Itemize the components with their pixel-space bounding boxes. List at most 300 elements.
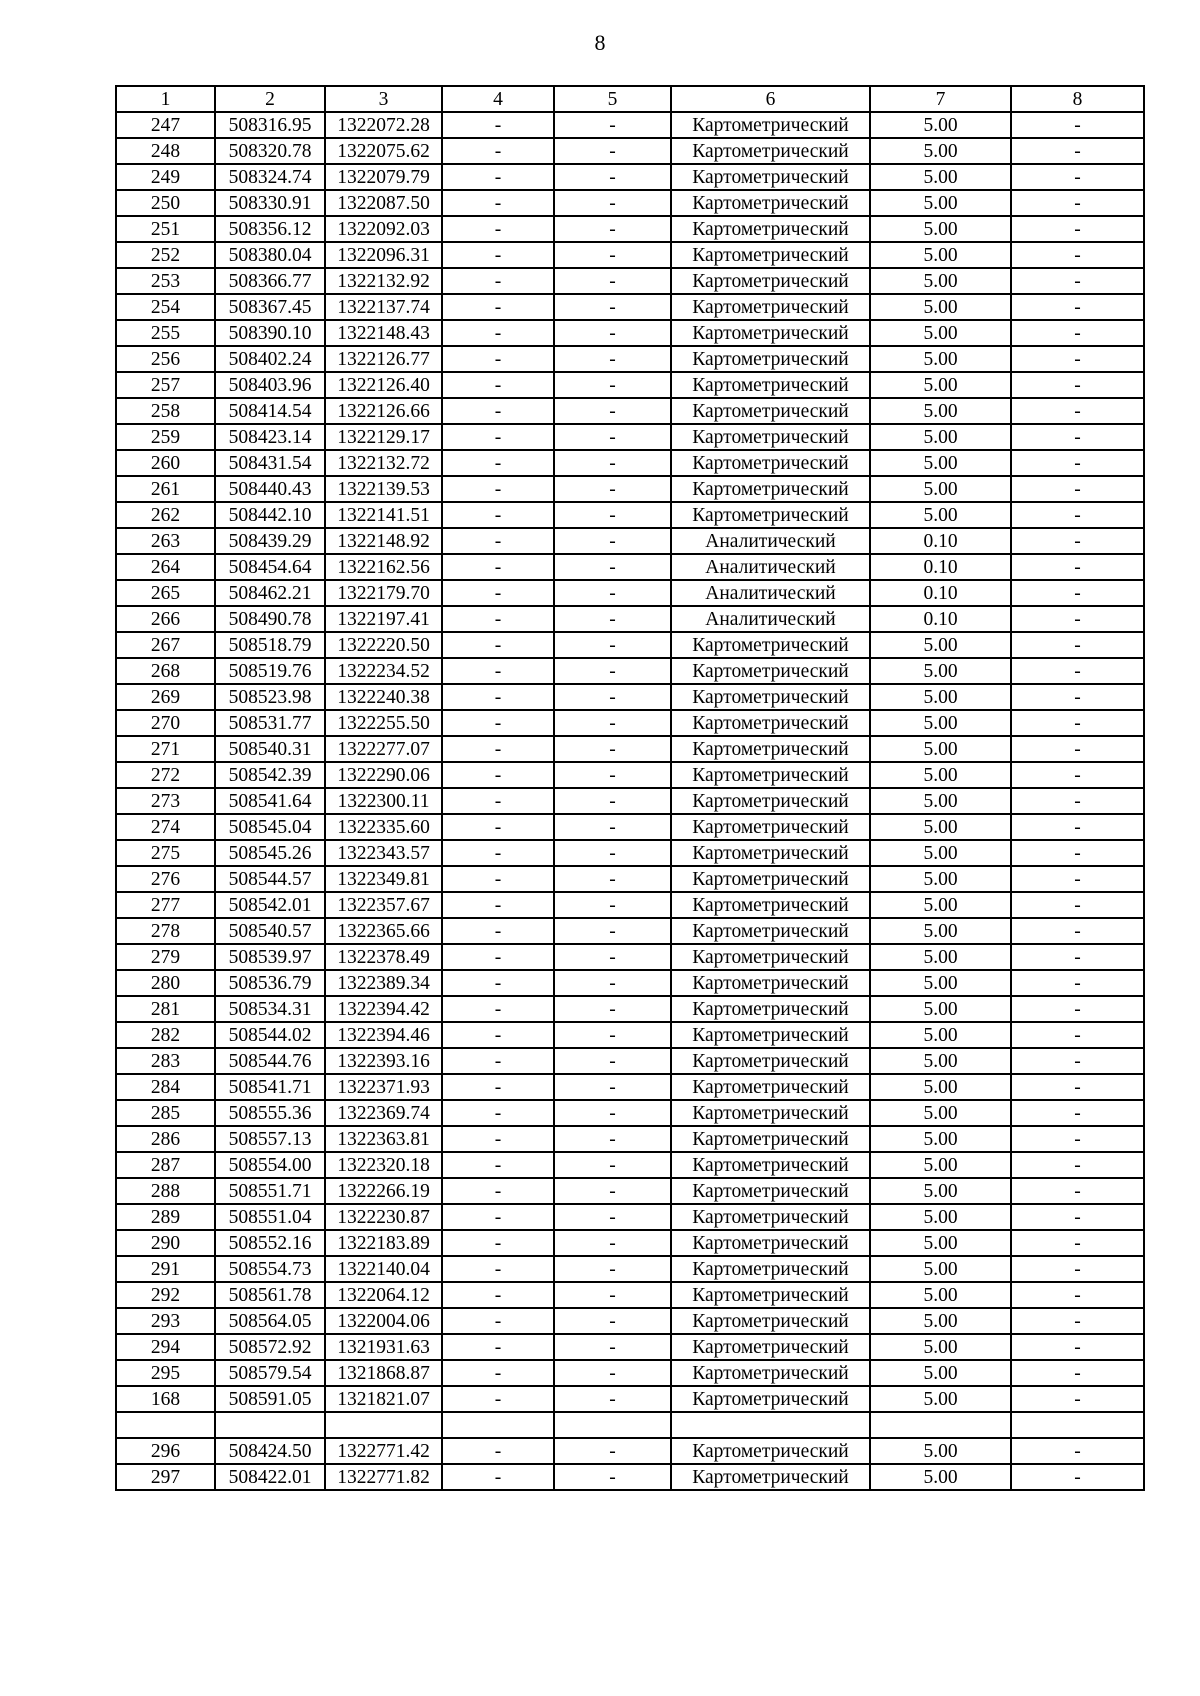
col4-cell: -	[442, 164, 554, 190]
col4-cell: -	[442, 1204, 554, 1230]
table-row	[116, 1126, 1144, 1152]
col5-cell: -	[554, 814, 671, 840]
point-number-cell: 260	[116, 450, 215, 476]
method-cell: Аналитический	[671, 554, 870, 580]
table-row	[116, 554, 1144, 580]
col4-cell: -	[442, 1100, 554, 1126]
col4-cell: -	[442, 1308, 554, 1334]
precision-cell: 5.00	[870, 1048, 1011, 1074]
method-cell: Картометрический	[671, 372, 870, 398]
x-coordinate-cell: 508424.50	[215, 1438, 325, 1464]
table-row	[116, 970, 1144, 996]
table-row	[116, 762, 1144, 788]
y-coordinate-cell: 1322139.53	[325, 476, 442, 502]
point-number-cell	[116, 1412, 215, 1438]
y-coordinate-cell: 1322179.70	[325, 580, 442, 606]
point-number-cell: 258	[116, 398, 215, 424]
header-cell-7: 7	[870, 86, 1011, 112]
col8-cell: -	[1011, 112, 1144, 138]
point-number-cell: 279	[116, 944, 215, 970]
table-row	[116, 528, 1144, 554]
col8-cell: -	[1011, 294, 1144, 320]
y-coordinate-cell: 1322363.81	[325, 1126, 442, 1152]
col8-cell: -	[1011, 164, 1144, 190]
precision-cell: 5.00	[870, 268, 1011, 294]
x-coordinate-cell: 508439.29	[215, 528, 325, 554]
col5-cell: -	[554, 580, 671, 606]
precision-cell: 5.00	[870, 762, 1011, 788]
table-row	[116, 1178, 1144, 1204]
col5-cell: -	[554, 710, 671, 736]
col4-cell: -	[442, 632, 554, 658]
col4-cell: -	[442, 658, 554, 684]
point-number-cell: 277	[116, 892, 215, 918]
method-cell: Картометрический	[671, 216, 870, 242]
precision-cell: 5.00	[870, 918, 1011, 944]
precision-cell: 5.00	[870, 216, 1011, 242]
y-coordinate-cell: 1322079.79	[325, 164, 442, 190]
x-coordinate-cell: 508531.77	[215, 710, 325, 736]
x-coordinate-cell: 508541.64	[215, 788, 325, 814]
point-number-cell: 265	[116, 580, 215, 606]
col4-cell: -	[442, 1464, 554, 1490]
col4-cell: -	[442, 1230, 554, 1256]
table-row	[116, 1334, 1144, 1360]
x-coordinate-cell: 508519.76	[215, 658, 325, 684]
x-coordinate-cell: 508539.97	[215, 944, 325, 970]
x-coordinate-cell: 508330.91	[215, 190, 325, 216]
y-coordinate-cell: 1322389.34	[325, 970, 442, 996]
table-row	[116, 1360, 1144, 1386]
x-coordinate-cell: 508390.10	[215, 320, 325, 346]
col4-cell: -	[442, 580, 554, 606]
precision-cell: 5.00	[870, 788, 1011, 814]
point-number-cell: 270	[116, 710, 215, 736]
y-coordinate-cell: 1322234.52	[325, 658, 442, 684]
method-cell: Картометрический	[671, 866, 870, 892]
point-number-cell: 282	[116, 1022, 215, 1048]
method-cell: Картометрический	[671, 996, 870, 1022]
method-cell	[671, 1412, 870, 1438]
method-cell: Картометрический	[671, 190, 870, 216]
point-number-cell: 297	[116, 1464, 215, 1490]
y-coordinate-cell: 1322255.50	[325, 710, 442, 736]
col5-cell: -	[554, 346, 671, 372]
table-row	[116, 1048, 1144, 1074]
col5-cell: -	[554, 1178, 671, 1204]
precision-cell: 5.00	[870, 1334, 1011, 1360]
col5-cell: -	[554, 1256, 671, 1282]
col5-cell: -	[554, 866, 671, 892]
table-row	[116, 424, 1144, 450]
col5-cell: -	[554, 1230, 671, 1256]
col8-cell: -	[1011, 372, 1144, 398]
precision-cell: 0.10	[870, 554, 1011, 580]
col8-cell: -	[1011, 424, 1144, 450]
header-cell-8: 8	[1011, 86, 1144, 112]
precision-cell: 5.00	[870, 164, 1011, 190]
col8-cell: -	[1011, 190, 1144, 216]
col8-cell: -	[1011, 1230, 1144, 1256]
y-coordinate-cell: 1322197.41	[325, 606, 442, 632]
precision-cell: 5.00	[870, 632, 1011, 658]
method-cell: Картометрический	[671, 476, 870, 502]
x-coordinate-cell: 508542.39	[215, 762, 325, 788]
col4-cell: -	[442, 1334, 554, 1360]
col5-cell: -	[554, 268, 671, 294]
y-coordinate-cell: 1322132.92	[325, 268, 442, 294]
x-coordinate-cell: 508540.57	[215, 918, 325, 944]
col4-cell	[442, 1412, 554, 1438]
col8-cell: -	[1011, 1438, 1144, 1464]
col8-cell: -	[1011, 788, 1144, 814]
col5-cell: -	[554, 320, 671, 346]
table-row	[116, 372, 1144, 398]
col5-cell: -	[554, 606, 671, 632]
table-row	[116, 788, 1144, 814]
point-number-cell: 289	[116, 1204, 215, 1230]
x-coordinate-cell: 508564.05	[215, 1308, 325, 1334]
y-coordinate-cell: 1322393.16	[325, 1048, 442, 1074]
col5-cell: -	[554, 554, 671, 580]
method-cell: Картометрический	[671, 320, 870, 346]
precision-cell: 5.00	[870, 1230, 1011, 1256]
method-cell: Картометрический	[671, 1204, 870, 1230]
method-cell: Картометрический	[671, 242, 870, 268]
x-coordinate-cell: 508356.12	[215, 216, 325, 242]
y-coordinate-cell: 1322349.81	[325, 866, 442, 892]
point-number-cell: 263	[116, 528, 215, 554]
point-number-cell: 256	[116, 346, 215, 372]
col4-cell: -	[442, 1126, 554, 1152]
point-number-cell: 293	[116, 1308, 215, 1334]
y-coordinate-cell: 1322300.11	[325, 788, 442, 814]
method-cell: Картометрический	[671, 502, 870, 528]
col8-cell: -	[1011, 658, 1144, 684]
table-row	[116, 606, 1144, 632]
precision-cell: 5.00	[870, 1282, 1011, 1308]
col5-cell: -	[554, 788, 671, 814]
method-cell: Аналитический	[671, 606, 870, 632]
precision-cell: 5.00	[870, 502, 1011, 528]
point-number-cell: 248	[116, 138, 215, 164]
table-row	[116, 1308, 1144, 1334]
col5-cell: -	[554, 996, 671, 1022]
y-coordinate-cell: 1322129.17	[325, 424, 442, 450]
point-number-cell: 292	[116, 1282, 215, 1308]
x-coordinate-cell: 508324.74	[215, 164, 325, 190]
col4-cell: -	[442, 1074, 554, 1100]
precision-cell: 5.00	[870, 1152, 1011, 1178]
table-row	[116, 450, 1144, 476]
col4-cell: -	[442, 1152, 554, 1178]
method-cell: Картометрический	[671, 762, 870, 788]
point-number-cell: 272	[116, 762, 215, 788]
col4-cell: -	[442, 138, 554, 164]
method-cell: Картометрический	[671, 1048, 870, 1074]
header-cell-6: 6	[671, 86, 870, 112]
method-cell: Картометрический	[671, 1438, 870, 1464]
col8-cell: -	[1011, 1308, 1144, 1334]
precision-cell: 5.00	[870, 1126, 1011, 1152]
method-cell: Картометрический	[671, 918, 870, 944]
col5-cell: -	[554, 138, 671, 164]
x-coordinate-cell: 508554.00	[215, 1152, 325, 1178]
point-number-cell: 268	[116, 658, 215, 684]
col5-cell: -	[554, 1386, 671, 1412]
point-number-cell: 294	[116, 1334, 215, 1360]
precision-cell: 5.00	[870, 450, 1011, 476]
col8-cell: -	[1011, 1126, 1144, 1152]
col8-cell: -	[1011, 1464, 1144, 1490]
x-coordinate-cell: 508536.79	[215, 970, 325, 996]
precision-cell: 5.00	[870, 970, 1011, 996]
precision-cell: 5.00	[870, 892, 1011, 918]
table-body	[116, 112, 1144, 1490]
point-number-cell: 261	[116, 476, 215, 502]
point-number-cell: 283	[116, 1048, 215, 1074]
method-cell: Картометрический	[671, 1230, 870, 1256]
col5-cell: -	[554, 892, 671, 918]
method-cell: Картометрический	[671, 450, 870, 476]
col5-cell: -	[554, 190, 671, 216]
method-cell: Картометрический	[671, 1022, 870, 1048]
precision-cell: 5.00	[870, 736, 1011, 762]
y-coordinate-cell: 1322369.74	[325, 1100, 442, 1126]
point-number-cell: 259	[116, 424, 215, 450]
col8-cell: -	[1011, 996, 1144, 1022]
x-coordinate-cell: 508440.43	[215, 476, 325, 502]
x-coordinate-cell: 508431.54	[215, 450, 325, 476]
table-row	[116, 1152, 1144, 1178]
method-cell: Картометрический	[671, 1464, 870, 1490]
method-cell: Аналитический	[671, 580, 870, 606]
precision-cell	[870, 1412, 1011, 1438]
y-coordinate-cell: 1322335.60	[325, 814, 442, 840]
col4-cell: -	[442, 606, 554, 632]
col4-cell: -	[442, 320, 554, 346]
col8-cell: -	[1011, 1334, 1144, 1360]
table-row	[116, 1438, 1144, 1464]
x-coordinate-cell: 508561.78	[215, 1282, 325, 1308]
point-number-cell: 285	[116, 1100, 215, 1126]
col4-cell: -	[442, 1360, 554, 1386]
table-row	[116, 502, 1144, 528]
method-cell: Картометрический	[671, 632, 870, 658]
method-cell: Картометрический	[671, 788, 870, 814]
x-coordinate-cell	[215, 1412, 325, 1438]
col4-cell: -	[442, 762, 554, 788]
x-coordinate-cell: 508544.57	[215, 866, 325, 892]
point-number-cell: 269	[116, 684, 215, 710]
x-coordinate-cell: 508544.76	[215, 1048, 325, 1074]
col4-cell: -	[442, 710, 554, 736]
col4-cell: -	[442, 372, 554, 398]
x-coordinate-cell: 508542.01	[215, 892, 325, 918]
point-number-cell: 291	[116, 1256, 215, 1282]
method-cell: Картометрический	[671, 346, 870, 372]
col5-cell: -	[554, 684, 671, 710]
point-number-cell: 281	[116, 996, 215, 1022]
y-coordinate-cell: 1322357.67	[325, 892, 442, 918]
y-coordinate-cell: 1322290.06	[325, 762, 442, 788]
precision-cell: 5.00	[870, 190, 1011, 216]
precision-cell: 5.00	[870, 684, 1011, 710]
x-coordinate-cell: 508422.01	[215, 1464, 325, 1490]
page-number: 8	[594, 30, 606, 55]
col4-cell: -	[442, 502, 554, 528]
y-coordinate-cell: 1322132.72	[325, 450, 442, 476]
precision-cell: 5.00	[870, 658, 1011, 684]
method-cell: Картометрический	[671, 1178, 870, 1204]
y-coordinate-cell: 1322240.38	[325, 684, 442, 710]
table-row	[116, 1100, 1144, 1126]
y-coordinate-cell: 1322378.49	[325, 944, 442, 970]
point-number-cell: 286	[116, 1126, 215, 1152]
point-number-cell: 252	[116, 242, 215, 268]
precision-cell: 0.10	[870, 580, 1011, 606]
header-cell-2: 2	[215, 86, 325, 112]
col8-cell: -	[1011, 814, 1144, 840]
y-coordinate-cell: 1322075.62	[325, 138, 442, 164]
point-number-cell: 290	[116, 1230, 215, 1256]
y-coordinate-cell: 1322140.04	[325, 1256, 442, 1282]
x-coordinate-cell: 508572.92	[215, 1334, 325, 1360]
y-coordinate-cell: 1322162.56	[325, 554, 442, 580]
col8-cell: -	[1011, 1048, 1144, 1074]
col4-cell: -	[442, 918, 554, 944]
x-coordinate-cell: 508579.54	[215, 1360, 325, 1386]
point-number-cell: 250	[116, 190, 215, 216]
col8-cell: -	[1011, 944, 1144, 970]
point-number-cell: 267	[116, 632, 215, 658]
col4-cell: -	[442, 1048, 554, 1074]
table-row	[116, 294, 1144, 320]
table-row	[116, 268, 1144, 294]
col8-cell: -	[1011, 320, 1144, 346]
y-coordinate-cell: 1322230.87	[325, 1204, 442, 1230]
point-number-cell: 253	[116, 268, 215, 294]
method-cell: Картометрический	[671, 398, 870, 424]
col8-cell: -	[1011, 1386, 1144, 1412]
col4-cell: -	[442, 788, 554, 814]
col8-cell: -	[1011, 580, 1144, 606]
col5-cell: -	[554, 398, 671, 424]
table-row	[116, 1386, 1144, 1412]
x-coordinate-cell: 508545.04	[215, 814, 325, 840]
method-cell: Картометрический	[671, 1334, 870, 1360]
col4-cell: -	[442, 424, 554, 450]
x-coordinate-cell: 508557.13	[215, 1126, 325, 1152]
col8-cell: -	[1011, 398, 1144, 424]
method-cell: Картометрический	[671, 970, 870, 996]
x-coordinate-cell: 508403.96	[215, 372, 325, 398]
table-row	[116, 918, 1144, 944]
col8-cell: -	[1011, 684, 1144, 710]
precision-cell: 5.00	[870, 476, 1011, 502]
y-coordinate-cell: 1322771.82	[325, 1464, 442, 1490]
col5-cell: -	[554, 1334, 671, 1360]
col5-cell: -	[554, 450, 671, 476]
col4-cell: -	[442, 190, 554, 216]
col4-cell: -	[442, 450, 554, 476]
col4-cell: -	[442, 476, 554, 502]
col4-cell: -	[442, 814, 554, 840]
table-row	[116, 164, 1144, 190]
precision-cell: 5.00	[870, 320, 1011, 346]
header-cell-3: 3	[325, 86, 442, 112]
x-coordinate-cell: 508554.73	[215, 1256, 325, 1282]
x-coordinate-cell: 508442.10	[215, 502, 325, 528]
col8-cell: -	[1011, 1204, 1144, 1230]
col5-cell	[554, 1412, 671, 1438]
col4-cell: -	[442, 970, 554, 996]
table-row	[116, 1204, 1144, 1230]
col8-cell: -	[1011, 1360, 1144, 1386]
table-row	[116, 736, 1144, 762]
precision-cell: 5.00	[870, 424, 1011, 450]
table-row	[116, 866, 1144, 892]
point-number-cell: 287	[116, 1152, 215, 1178]
point-number-cell: 257	[116, 372, 215, 398]
col8-cell: -	[1011, 242, 1144, 268]
point-number-cell: 271	[116, 736, 215, 762]
coordinates-table	[115, 85, 1145, 1491]
precision-cell: 5.00	[870, 1204, 1011, 1230]
col5-cell: -	[554, 528, 671, 554]
point-number-cell: 295	[116, 1360, 215, 1386]
x-coordinate-cell: 508423.14	[215, 424, 325, 450]
col4-cell: -	[442, 294, 554, 320]
precision-cell: 0.10	[870, 606, 1011, 632]
point-number-cell: 274	[116, 814, 215, 840]
col4-cell: -	[442, 1178, 554, 1204]
col8-cell: -	[1011, 970, 1144, 996]
col5-cell: -	[554, 1464, 671, 1490]
x-coordinate-cell: 508591.05	[215, 1386, 325, 1412]
point-number-cell: 284	[116, 1074, 215, 1100]
col4-cell: -	[442, 242, 554, 268]
method-cell: Картометрический	[671, 944, 870, 970]
col8-cell: -	[1011, 476, 1144, 502]
col5-cell: -	[554, 476, 671, 502]
table-row	[116, 242, 1144, 268]
precision-cell: 5.00	[870, 944, 1011, 970]
col4-cell: -	[442, 684, 554, 710]
col5-cell: -	[554, 1282, 671, 1308]
table-row	[116, 1022, 1144, 1048]
table-row	[116, 1256, 1144, 1282]
precision-cell: 5.00	[870, 346, 1011, 372]
col8-cell: -	[1011, 1282, 1144, 1308]
method-cell: Аналитический	[671, 528, 870, 554]
y-coordinate-cell: 1322371.93	[325, 1074, 442, 1100]
col8-cell: -	[1011, 554, 1144, 580]
table-row	[116, 996, 1144, 1022]
col4-cell: -	[442, 554, 554, 580]
col4-cell: -	[442, 840, 554, 866]
table-row	[116, 840, 1144, 866]
x-coordinate-cell: 508544.02	[215, 1022, 325, 1048]
col4-cell: -	[442, 1438, 554, 1464]
table-row	[116, 216, 1144, 242]
x-coordinate-cell: 508540.31	[215, 736, 325, 762]
col8-cell: -	[1011, 450, 1144, 476]
col8-cell: -	[1011, 866, 1144, 892]
method-cell: Картометрический	[671, 1308, 870, 1334]
point-number-cell: 249	[116, 164, 215, 190]
col5-cell: -	[554, 164, 671, 190]
